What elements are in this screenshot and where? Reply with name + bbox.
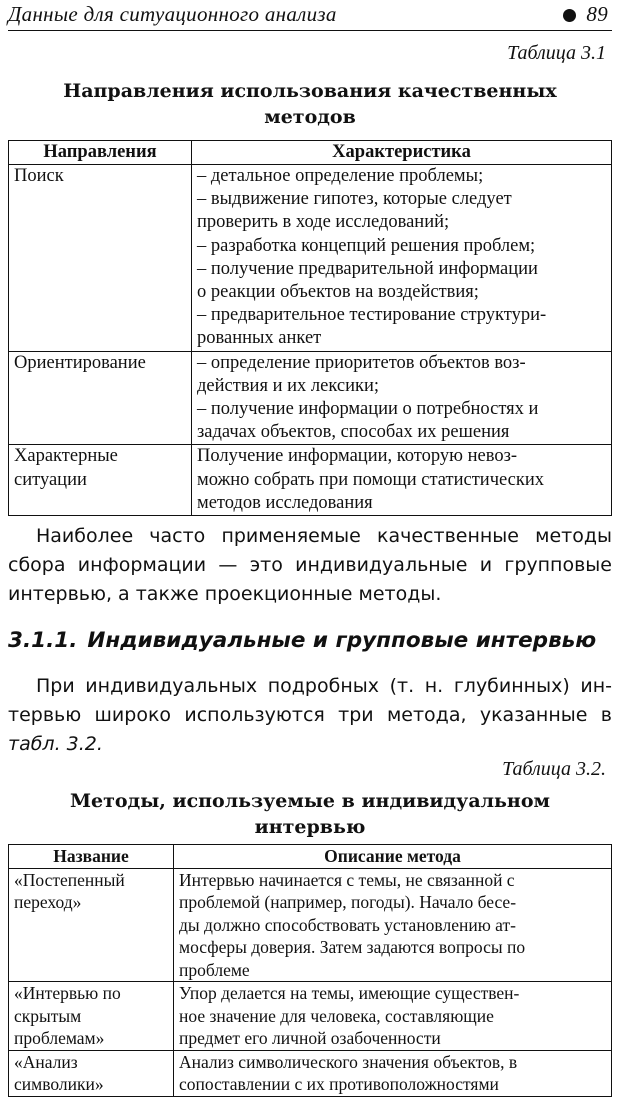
method-name-cell: [9, 868, 174, 982]
table-row: [9, 351, 612, 445]
cell-line: ситуации: [14, 469, 87, 490]
cell-line: – предварительное тестирование структури-: [197, 305, 547, 326]
cell-line: проблемой (например, погоды). Начало бесе-: [179, 892, 517, 912]
column-header: Название: [9, 845, 174, 869]
cell-line: – определение приоритетов объектов воз-: [197, 352, 526, 373]
cell-line: Получение информации, которую невоз-: [197, 446, 518, 467]
cell-line: Поиск: [14, 166, 64, 186]
table-2: [8, 844, 612, 1097]
cell-line: ды должно способствовать установлению ат-: [179, 914, 516, 935]
table-reference: табл. 3.2.: [8, 733, 103, 755]
method-description-cell: [174, 1050, 612, 1096]
cell-line: методов исследования: [197, 492, 373, 513]
paragraph-line: интервью, а также проекционные методы.: [8, 583, 442, 605]
table-2-caption: Таблица 3.2.: [502, 758, 606, 780]
cell-line: скрытым: [14, 1005, 82, 1026]
paragraph-line: сбора информации — это индивидуальные и групповые: [8, 554, 612, 576]
cell-line: «Анализ: [14, 1051, 78, 1072]
running-head: [8, 2, 612, 31]
paragraph-line: Наиболее часто применяемые качественные методы: [36, 525, 612, 547]
table-1-title-line: методов: [264, 106, 356, 128]
table-1-caption: Таблица 3.1: [507, 42, 606, 64]
table-2-title-line: интервью: [254, 816, 366, 838]
table-row: [9, 165, 612, 352]
cell-line: символики»: [14, 1074, 104, 1094]
characteristic-cell: [192, 165, 612, 352]
cell-line: Анализ символического значения объектов, в: [179, 1051, 518, 1072]
cell-line: мосферы доверия. Затем задаются вопросы по: [179, 937, 526, 957]
bullet-icon: [563, 9, 576, 22]
method-description-cell: [174, 868, 612, 982]
section-number: 3.1.1.: [8, 628, 78, 653]
table-2-title: [20, 788, 600, 840]
column-header: Описание метода: [174, 845, 612, 869]
paragraph-2: [8, 672, 612, 759]
cell-line: предмет его личной озабоченности: [179, 1028, 441, 1048]
cell-line: «Постепенный: [14, 869, 125, 890]
cell-line: проверить в ходе исследований;: [197, 212, 450, 233]
column-header: Направления: [9, 141, 192, 165]
table-2-title-line: Методы, используемые в индивидуальном: [69, 790, 551, 812]
table-1-title-line: Направления использования качественных: [63, 80, 557, 102]
page-number: 89: [586, 2, 608, 26]
cell-line: можно собрать при помощи статистических: [197, 469, 545, 490]
cell-line: рованных анкет: [197, 328, 322, 349]
characteristic-cell: [192, 445, 612, 516]
cell-line: сопоставлении с их противоположностями: [179, 1074, 499, 1094]
cell-line: проблемам»: [14, 1028, 105, 1048]
cell-line: Характерные: [14, 446, 118, 467]
table-row: [9, 982, 612, 1051]
cell-line: – детальное определение проблемы;: [197, 166, 484, 186]
cell-line: – выдвижение гипотез, которые следует: [197, 189, 512, 210]
cell-line: Ориентирование: [14, 352, 146, 373]
direction-cell: [9, 351, 192, 445]
method-description-cell: [174, 982, 612, 1051]
table-1-title: [20, 78, 600, 130]
method-name-cell: [9, 1050, 174, 1096]
table-1: [8, 140, 612, 516]
cell-line: – получение предварительной информации: [197, 258, 538, 279]
table-row: [9, 868, 612, 982]
cell-line: переход»: [14, 892, 82, 912]
paragraph-1: [8, 522, 612, 609]
cell-line: Интервью начинается с темы, не связанной с: [179, 869, 515, 890]
section-title: Индивидуальные и групповые интервью: [87, 628, 597, 653]
table-header-row: [9, 141, 612, 165]
table-row: [9, 445, 612, 516]
cell-line: ное значение для человека, составляющие: [179, 1005, 494, 1026]
direction-cell: [9, 165, 192, 352]
paragraph-line: При индивидуальных подробных (т. н. глубинных) ин-: [36, 675, 612, 697]
section-heading: [8, 628, 612, 653]
method-name-cell: [9, 982, 174, 1051]
cell-line: «Интервью по: [14, 983, 121, 1003]
cell-line: о реакции объектов на воздействия;: [197, 282, 479, 303]
column-header: Характеристика: [192, 141, 612, 165]
cell-line: – получение информации о потребностях и: [197, 399, 539, 420]
characteristic-cell: [192, 351, 612, 445]
table-row: [9, 1050, 612, 1096]
cell-line: задачах объектов, способах их решения: [197, 422, 510, 443]
paragraph-line: тервью широко используются три метода, указанные в: [8, 704, 612, 726]
cell-line: действия и их лексики;: [197, 375, 380, 396]
cell-line: – разработка концепций решения проблем;: [197, 235, 536, 256]
cell-line: Упор делается на темы, имеющие существен-: [179, 983, 520, 1003]
running-head-title: Данные для ситуационного анализа: [8, 2, 337, 26]
cell-line: проблеме: [179, 959, 250, 980]
table-header-row: [9, 845, 612, 869]
direction-cell: [9, 445, 192, 516]
